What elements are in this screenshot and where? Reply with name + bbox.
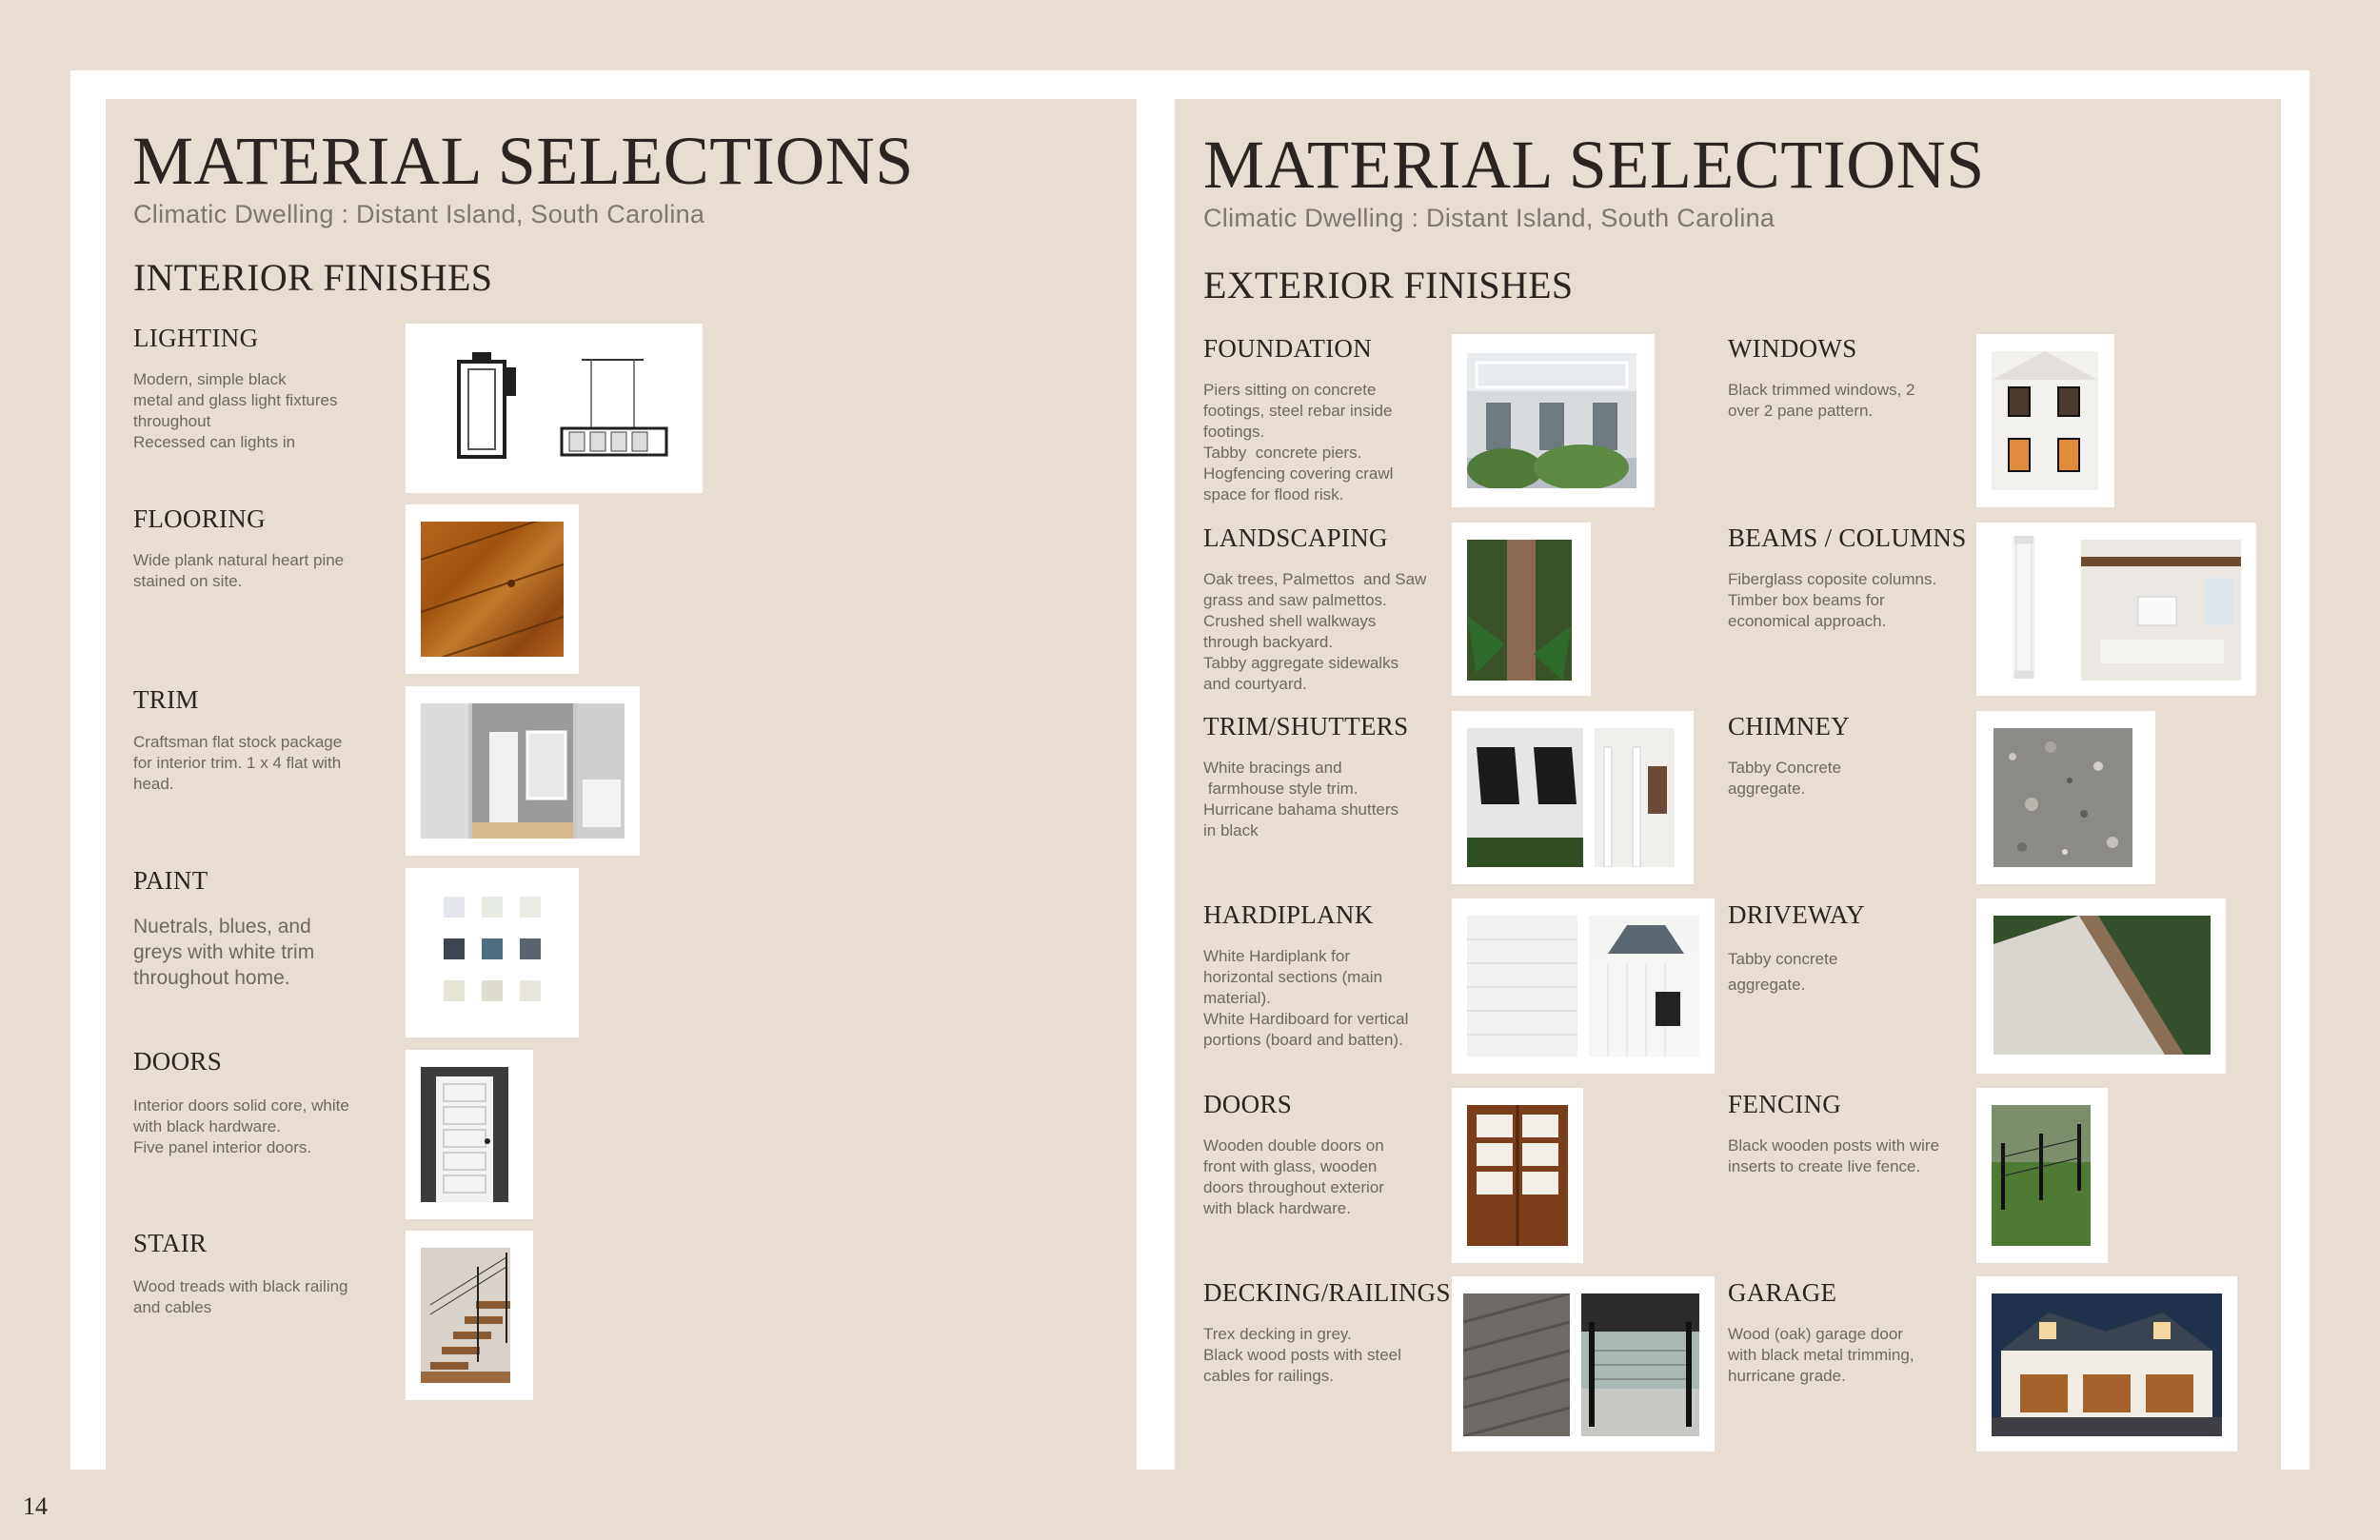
- foundation-description: [1203, 380, 1441, 505]
- decking-railings-title: DECKING/RAILINGS: [1203, 1278, 1451, 1307]
- fencing-title: FENCING: [1728, 1090, 1842, 1118]
- desc-line: Timber box beams for: [1728, 591, 1885, 609]
- paint-title: PAINT: [133, 866, 208, 895]
- interior-door-image-card: [406, 1050, 533, 1219]
- exterior-doors-image-card: [1452, 1088, 1583, 1263]
- desc-line: White Hardiboard for vertical: [1203, 1010, 1409, 1028]
- left-page-title: MATERIAL SELECTIONS: [132, 123, 914, 199]
- desc-line: stained on site.: [133, 572, 243, 590]
- chimney-description: [1728, 758, 1966, 800]
- paint-description: [133, 914, 371, 991]
- stair-title: STAIR: [133, 1229, 208, 1257]
- desc-line: Black wood posts with steel: [1203, 1346, 1401, 1364]
- interior-doors-title: DOORS: [133, 1047, 223, 1076]
- oak-garage-doors-image: [1992, 1293, 2222, 1436]
- desc-line: over 2 pane pattern.: [1728, 402, 1874, 420]
- exterior-section-title: EXTERIOR FINISHES: [1203, 264, 1574, 306]
- desc-line: aggregate.: [1728, 976, 1806, 994]
- trim-image-card: [406, 686, 640, 856]
- desc-line: front with glass, wooden: [1203, 1157, 1378, 1175]
- stair-image-card: [406, 1231, 533, 1400]
- interior-doors-description: [133, 1096, 371, 1158]
- exterior-doors-description: [1203, 1135, 1441, 1219]
- decking-railings-description: [1203, 1324, 1441, 1387]
- hardiplank-title: HARDIPLANK: [1203, 900, 1374, 929]
- lighting-description: [133, 369, 371, 453]
- stair-image: [421, 1248, 510, 1383]
- lighting-title: LIGHTING: [133, 324, 259, 352]
- desc-line: White Hardiplank for: [1203, 947, 1351, 965]
- fencing-description: [1728, 1135, 1966, 1177]
- desc-line: for interior trim. 1 x 4 flat with: [133, 754, 342, 772]
- desc-line: Oak trees, Palmettos and Saw: [1203, 570, 1427, 588]
- desc-line: Wooden double doors on: [1203, 1136, 1384, 1155]
- right-subtitle: Climatic Dwelling : Distant Island, South Carolina: [1203, 204, 1775, 232]
- light-fixtures-image: [406, 324, 703, 493]
- flooring-description: [133, 550, 371, 592]
- wooden-double-doors-image: [1467, 1105, 1568, 1246]
- foundation-title: FOUNDATION: [1203, 334, 1372, 363]
- landscaping-image-card: [1452, 523, 1591, 696]
- desc-line: Five panel interior doors.: [133, 1138, 312, 1156]
- desc-line: Wood treads with black railing: [133, 1277, 348, 1295]
- flooring-title: FLOORING: [133, 504, 266, 533]
- desc-line: greys with white trim: [133, 941, 315, 963]
- trim-shutters-description: [1203, 758, 1441, 841]
- right-page-title: MATERIAL SELECTIONS: [1203, 127, 1985, 203]
- hardiplank-image-card: [1452, 898, 1715, 1074]
- chimney-title: CHIMNEY: [1728, 712, 1851, 740]
- desc-line: Wood (oak) garage door: [1728, 1325, 1903, 1343]
- farmhouse-trim-image: [1595, 728, 1675, 867]
- desc-line: aggregate.: [1728, 780, 1806, 798]
- landscaping-title: LANDSCAPING: [1203, 523, 1388, 552]
- desc-line: portions (board and batten).: [1203, 1031, 1403, 1049]
- lighting-image-card: [406, 324, 703, 493]
- landscaping-description: [1203, 569, 1441, 695]
- trex-decking-image: [1463, 1293, 1570, 1436]
- desc-line: Black trimmed windows, 2: [1728, 381, 1915, 399]
- palmetto-tree-image: [1467, 540, 1572, 681]
- desc-line: Hurricane bahama shutters: [1203, 800, 1399, 819]
- desc-line: through backyard.: [1203, 633, 1334, 651]
- interior-section-title: INTERIOR FINISHES: [133, 256, 493, 299]
- desc-line: economical approach.: [1728, 612, 1887, 630]
- garage-title: GARAGE: [1728, 1278, 1837, 1307]
- left-subtitle: Climatic Dwelling : Distant Island, South Carolina: [133, 200, 705, 228]
- desc-line: space for flood risk.: [1203, 485, 1344, 503]
- desc-line: cables for railings.: [1203, 1367, 1335, 1385]
- paint-swatches-image: [406, 868, 579, 1037]
- desc-line: Craftsman flat stock package: [133, 733, 343, 751]
- desc-line: grass and saw palmettos.: [1203, 591, 1387, 609]
- desc-line: and courtyard.: [1203, 675, 1307, 693]
- desc-line: material).: [1203, 989, 1271, 1007]
- desc-line: Interior doors solid core, white: [133, 1096, 349, 1115]
- windows-description: [1728, 380, 1966, 422]
- desc-line: Tabby concrete: [1728, 950, 1838, 968]
- hardiplank-siding-image: [1467, 916, 1577, 1056]
- desc-line: and cables: [133, 1298, 212, 1316]
- desc-line: Tabby Concrete: [1728, 759, 1842, 777]
- beams-columns-title: BEAMS / COLUMNS: [1728, 523, 1967, 552]
- windows-title: WINDOWS: [1728, 334, 1857, 363]
- desc-line: Piers sitting on concrete: [1203, 381, 1377, 399]
- desc-line: Crushed shell walkways: [1203, 612, 1377, 630]
- desc-line: throughout: [133, 412, 211, 430]
- paint-image-card: [406, 868, 579, 1037]
- trim-shutters-image-card: [1452, 711, 1694, 884]
- desc-line: Tabby concrete piers.: [1203, 444, 1362, 462]
- page-number: 14: [23, 1492, 48, 1520]
- desc-line: White bracings and: [1203, 759, 1342, 777]
- desc-line: with black hardware.: [1203, 1199, 1351, 1217]
- garage-image-card: [1976, 1276, 2237, 1451]
- desc-line: metal and glass light fixtures: [133, 391, 338, 409]
- desc-line: Black wooden posts with wire: [1728, 1136, 1940, 1155]
- desc-line: footings, steel rebar inside: [1203, 402, 1393, 420]
- interior-trim-image: [421, 703, 625, 839]
- chimney-image-card: [1976, 711, 2155, 884]
- windows-image-card: [1976, 334, 2114, 507]
- black-trim-windows-image: [1992, 351, 2098, 490]
- tabby-concrete-image: [1993, 728, 2132, 867]
- desc-line: in black: [1203, 821, 1259, 839]
- cable-railing-image: [1581, 1293, 1699, 1436]
- fencing-image-card: [1976, 1088, 2108, 1263]
- trim-shutters-title: TRIM/SHUTTERS: [1203, 712, 1409, 740]
- garage-description: [1728, 1324, 1966, 1387]
- bahama-shutters-image: [1467, 728, 1583, 867]
- driveway-image-card: [1976, 898, 2226, 1074]
- hardiplank-description: [1203, 946, 1441, 1051]
- desc-line: horizontal sections (main: [1203, 968, 1383, 986]
- timber-beams-room-image: [2081, 540, 2241, 681]
- desc-line: inserts to create live fence.: [1728, 1157, 1921, 1175]
- desc-line: with black metal trimming,: [1728, 1346, 1914, 1364]
- desc-line: Recessed can lights in: [133, 433, 296, 451]
- driveway-title: DRIVEWAY: [1728, 900, 1865, 929]
- tabby-driveway-image: [1993, 916, 2211, 1055]
- trim-description: [133, 732, 371, 795]
- driveway-description: [1728, 946, 1966, 997]
- beams-columns-image-card: [1976, 523, 2256, 696]
- flooring-image-card: [406, 504, 579, 674]
- desc-line: Trex decking in grey.: [1203, 1325, 1352, 1343]
- exterior-doors-title: DOORS: [1203, 1090, 1293, 1118]
- desc-line: Hogfencing covering crawl: [1203, 464, 1394, 483]
- desc-line: Modern, simple black: [133, 370, 287, 388]
- desc-line: farmhouse style trim.: [1203, 780, 1359, 798]
- foundation-house-image: [1467, 353, 1636, 488]
- desc-line: Fiberglass coposite columns.: [1728, 570, 1937, 588]
- desc-line: Nuetrals, blues, and: [133, 916, 311, 938]
- desc-line: hurricane grade.: [1728, 1367, 1846, 1385]
- board-and-batten-image: [1589, 916, 1699, 1056]
- stair-description: [133, 1276, 371, 1318]
- trim-title: TRIM: [133, 685, 199, 714]
- desc-line: footings.: [1203, 423, 1265, 441]
- live-fence-image: [1992, 1105, 2091, 1246]
- decking-image-card: [1452, 1276, 1715, 1451]
- desc-line: Tabby aggregate sidewalks: [1203, 654, 1399, 672]
- five-panel-door-image: [421, 1067, 508, 1202]
- pine-flooring-image: [421, 522, 564, 657]
- desc-line: Wide plank natural heart pine: [133, 551, 345, 569]
- beams-columns-description: [1728, 569, 1966, 632]
- desc-line: head.: [133, 775, 174, 793]
- desc-line: doors throughout exterior: [1203, 1178, 1384, 1196]
- desc-line: throughout home.: [133, 967, 290, 989]
- foundation-image-card: [1452, 334, 1655, 507]
- desc-line: with black hardware.: [133, 1117, 281, 1135]
- fiberglass-column-image: [2013, 536, 2035, 679]
